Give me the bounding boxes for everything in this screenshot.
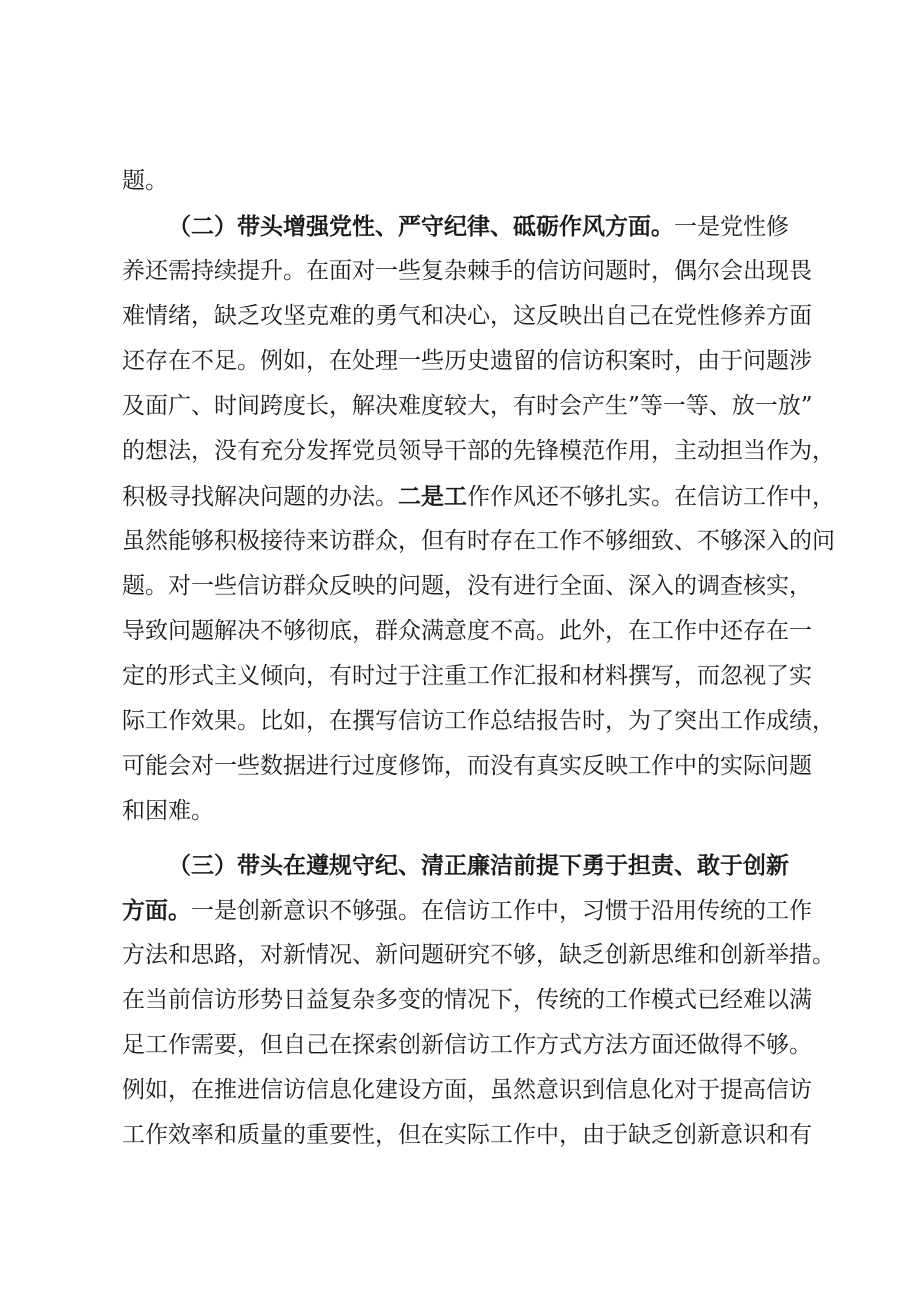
section-heading-3-end: 方面。 bbox=[122, 897, 191, 924]
text-line: 足工作需要，但自己在探索创新信访工作方式方法方面还做得不够。 bbox=[122, 1032, 812, 1058]
section-heading-2: （二）带头增强党性、严守纪律、砥砺作风方面。 bbox=[168, 213, 674, 240]
text-line: 方法和思路，对新情况、新问题研究不够，缺乏创新思维和创新举措。 bbox=[122, 942, 835, 968]
paragraph-2-first-line bbox=[122, 204, 822, 249]
text-line: 难情绪，缺乏攻坚克难的勇气和决心，这反映出自己在党性修养方面 bbox=[122, 303, 812, 329]
text-line: 在当前信访形势日益复杂多变的情况下，传统的工作模式已经难以满 bbox=[122, 987, 812, 1013]
text-line: 及面广、时间跨度长，解决难度较大，有时会产生”等一等、放一放” bbox=[122, 393, 813, 419]
text-line: 定的形式主义倾向，有时过于注重工作汇报和材料撰写，而忽视了实 bbox=[122, 663, 812, 689]
text-line: 还存在不足。例如，在处理一些历史遗留的信访积案时，由于问题涉 bbox=[122, 348, 812, 374]
text-line: 虽然能够积极接待来访群众，但有时存在工作不够细致、不够深入的问 bbox=[122, 528, 835, 554]
text-line: 际工作效果。比如，在撰写信访工作总结报告时，为了突出工作成绩， bbox=[122, 708, 835, 734]
text-line: 可能会对一些数据进行过度修饰，而没有真实反映工作中的实际问题 bbox=[122, 753, 812, 779]
text-run: 一是党性修 bbox=[674, 214, 789, 240]
text-line: 题。 bbox=[122, 168, 168, 194]
paragraph-3-second-line bbox=[122, 888, 822, 933]
text-line: 导致问题解决不够彻底，群众满意度不高。此外，在工作中还存在一 bbox=[122, 618, 812, 644]
text-line: 题。对一些信访群众反映的问题，没有进行全面、深入的调查核实， bbox=[122, 573, 812, 599]
section-heading-3: （三）带头在遵规守纪、清正廉洁前提下勇于担责、敢于创新 bbox=[168, 852, 789, 879]
text-line: 养还需持续提升。在面对一些复杂棘手的信访问题时，偶尔会出现畏 bbox=[122, 258, 812, 284]
text-line: 和困难。 bbox=[122, 798, 214, 824]
text-line: 工作效率和质量的重要性，但在实际工作中，由于缺乏创新意识和有 bbox=[122, 1122, 812, 1148]
text-run: 作作风还不够扎实。在信访工作中， bbox=[467, 484, 835, 510]
text-line bbox=[122, 474, 835, 519]
text-run: 一是创新意识不够强。在信访工作中，习惯于沿用传统的工作 bbox=[191, 898, 812, 924]
text-line: 的想法，没有充分发挥党员领导干部的先锋模范作用，主动担当作为， bbox=[122, 438, 835, 464]
text-line: 例如，在推进信访信息化建设方面，虽然意识到信息化对于提高信访 bbox=[122, 1077, 812, 1103]
text-run: 积极寻找解决问题的办法。 bbox=[122, 484, 398, 510]
emphasis-second-point: 二是工 bbox=[398, 483, 467, 510]
document-body bbox=[122, 159, 835, 1158]
